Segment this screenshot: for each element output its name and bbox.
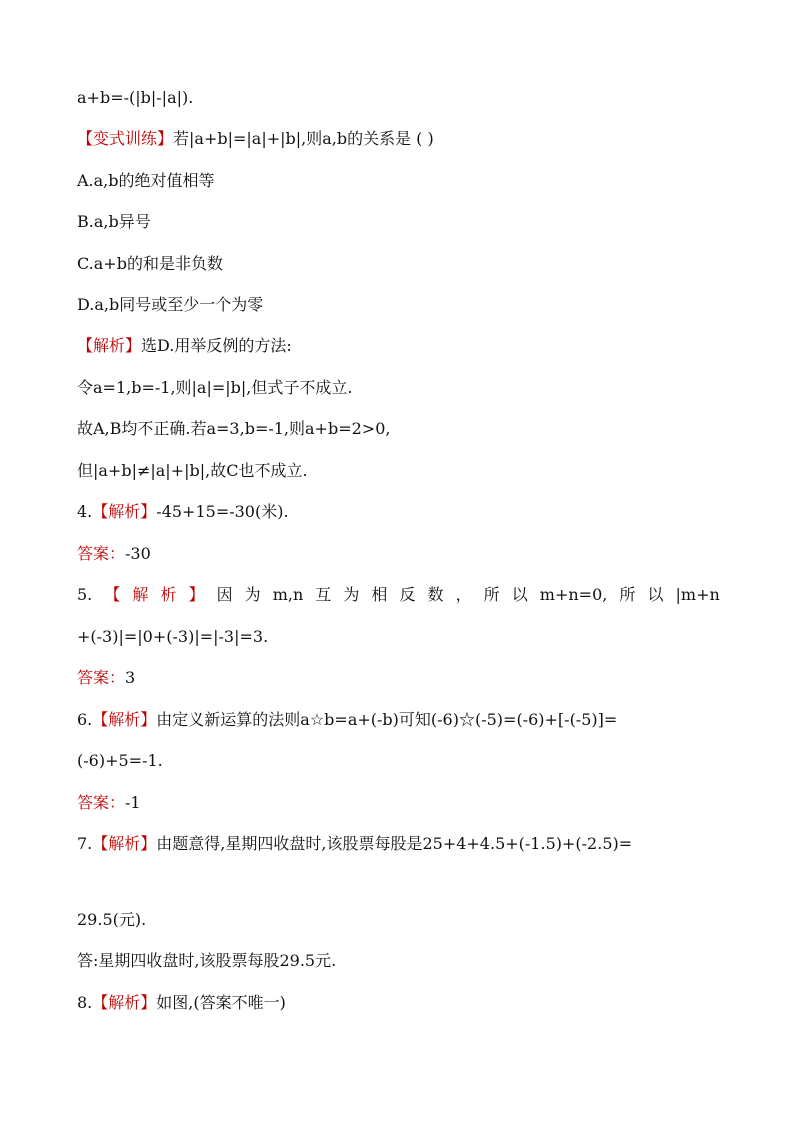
- formula-text: a+b=-(|b|-|a|).: [77, 88, 194, 107]
- token: 为: [244, 585, 261, 604]
- option-a: [77, 170, 215, 192]
- token: 所: [619, 585, 636, 604]
- analysis-text: 选D.用举反例的方法:: [141, 336, 292, 355]
- text-line-14-text: +(-3)|=|0+(-3)|=|-3|=3.: [77, 627, 269, 646]
- text-line-9: [77, 418, 390, 440]
- analysis-text: -45+15=-30(米).: [156, 502, 289, 521]
- option-c-text: C.a+b的和是非负数: [77, 254, 223, 273]
- question-text: 若|a+b|=|a|+|b|,则a,b的关系是 ( ): [173, 129, 434, 148]
- analysis-tag: 【解析】: [92, 710, 157, 729]
- text-line-10-text: 但|a+b|≠|a|+|b|,故C也不成立.: [77, 461, 308, 480]
- text-line-21-text: 答:星期四收盘时,该股票每股29.5元.: [77, 951, 337, 970]
- variant-training-line: [77, 128, 434, 150]
- text-line-14: [77, 626, 268, 648]
- text-line-21: [77, 950, 336, 972]
- analysis-tag: 【解析】: [77, 336, 142, 355]
- option-d: [77, 294, 263, 316]
- token: 相: [371, 585, 388, 604]
- token: |m+n: [675, 585, 720, 604]
- text-line-8-text: 令a=1,b=-1,则|a|=|b|,但式子不成立.: [77, 378, 353, 397]
- analysis-tag: 【解析】: [92, 834, 157, 853]
- item-4-analysis: [77, 501, 289, 523]
- item-6-analysis: [77, 709, 617, 731]
- variant-training-tag: 【变式训练】: [77, 129, 174, 148]
- item-5-answer: [77, 667, 135, 689]
- item-number: 7.: [77, 834, 93, 853]
- option-c: [77, 253, 223, 275]
- answer-value: -30: [125, 544, 151, 563]
- token: 所: [483, 585, 500, 604]
- item-7-analysis: [77, 833, 632, 855]
- text-line-17: [77, 750, 163, 772]
- token: m+n=0,: [539, 585, 608, 604]
- option-a-text: A.a,b的绝对值相等: [77, 171, 215, 190]
- analysis-line: [77, 335, 292, 357]
- option-b: [77, 211, 151, 233]
- item-number: 6.: [77, 710, 93, 729]
- text-line-10: [77, 460, 308, 482]
- token: 解: [132, 585, 149, 604]
- token: 数: [427, 585, 444, 604]
- text-line-17-text: (-6)+5=-1.: [77, 751, 163, 770]
- item-8-analysis: [77, 992, 286, 1014]
- token: 反: [399, 585, 416, 604]
- answer-value: -1: [125, 793, 141, 812]
- text-line-8: [77, 377, 352, 399]
- item-5-analysis: [77, 584, 720, 606]
- answer-tag: 答案：: [77, 544, 126, 563]
- answer-tag: 答案：: [77, 668, 126, 687]
- analysis-tag: 【解析】: [92, 502, 157, 521]
- text-line-20-text: 29.5(元).: [77, 910, 147, 929]
- item-number: 4.: [77, 502, 93, 521]
- token: 为: [343, 585, 360, 604]
- text-line-1: [77, 87, 193, 109]
- item-number: 8.: [77, 993, 93, 1012]
- token: 因: [216, 585, 233, 604]
- token: m,n: [272, 585, 304, 604]
- item-6-answer: [77, 792, 141, 814]
- item-4-answer: [77, 543, 151, 565]
- answer-tag: 答案：: [77, 793, 126, 812]
- analysis-text: 由题意得,星期四收盘时,该股票每股是25+4+4.5+(-1.5)+(-2.5)=: [156, 834, 633, 853]
- token: 互: [315, 585, 332, 604]
- token: 5.: [77, 585, 93, 604]
- analysis-text: 如图,(答案不唯一): [156, 993, 286, 1012]
- token: 以: [647, 585, 664, 604]
- text-line-20: [77, 909, 146, 931]
- answer-value: 3: [125, 668, 136, 687]
- token: 析: [160, 585, 177, 604]
- analysis-text: 由定义新运算的法则a☆b=a+(-b)可知(-6)☆(-5)=(-6)+[-(-5)]=: [156, 710, 618, 729]
- token: ，: [455, 585, 472, 604]
- token: 以: [511, 585, 528, 604]
- analysis-tag: 【解析】: [92, 993, 157, 1012]
- token: 【: [104, 585, 121, 604]
- token: 】: [188, 585, 205, 604]
- text-line-9-text: 故A,B均不正确.若a=3,b=-1,则a+b=2>0,: [77, 419, 391, 438]
- option-b-text: B.a,b异号: [77, 212, 151, 231]
- option-d-text: D.a,b同号或至少一个为零: [77, 295, 264, 314]
